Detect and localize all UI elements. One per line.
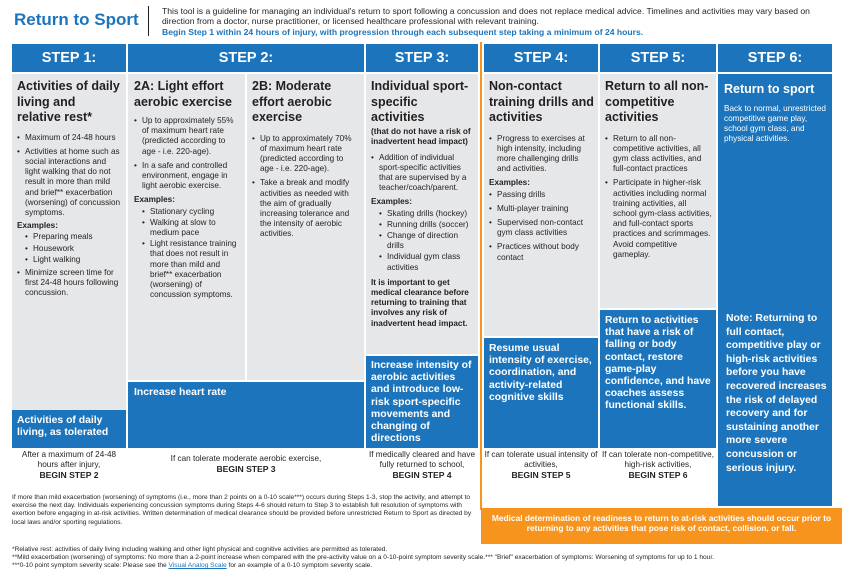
step-1-list xyxy=(17,133,121,219)
footnote-mild-exacerbation: **Mild exacerbation (worsening) of symptoms: No more than a 2-point increase when compared with the pre-activity value on a 0-10-point symptom severity scale.*** "Brief" exacerbation of symptoms: Worsening of symptoms for up to 1 hour. xyxy=(12,554,714,562)
begin-condition: If medically cleared and have fully returned to school, xyxy=(368,450,476,469)
begin-next-step: BEGIN STEP 5 xyxy=(511,470,571,480)
step-5-goal: Return to activities that have a risk of falling or body contact, restore game-play confidence, and have coaches assess functional skills. xyxy=(605,315,711,412)
footnote-severity-scale xyxy=(12,562,837,570)
step-5-goal-box xyxy=(600,310,716,448)
list-item: • Progress to exercises at high intensity, including more challenging drills and activities. xyxy=(489,134,594,175)
step-3-subtitle: (that do not have a risk of inadvertent head impact) xyxy=(371,126,471,146)
list-item: • Change of direction drills xyxy=(371,231,474,251)
page-title: Return to Sport xyxy=(14,10,139,29)
step-3-clearance-note: It is important to get medical clearance before returning to training that involves any risk of inadvertent head impact. xyxy=(371,277,469,328)
list-item: • Stationary cycling xyxy=(134,207,240,217)
step-1-list-2 xyxy=(17,268,121,299)
step-4-begin xyxy=(484,450,598,490)
step-3-goal-box xyxy=(366,356,478,448)
list-item: • Supervised non-contact gym class activities xyxy=(489,218,594,238)
list-item: • Take a break and modify activities as needed with the aim of gradually increasing tolerance and the intensity of aerobic activities. xyxy=(252,178,359,239)
step-4-list xyxy=(489,134,594,175)
step-2a-title: 2A: Light effort aerobic exercise xyxy=(134,79,232,109)
list-item: • Addition of individual sport-specific activities that are supervised by a teacher/coach/parent. xyxy=(371,153,474,194)
list-item: • Maximum of 24-48 hours xyxy=(17,133,121,143)
list-item: • Minimize screen time for first 24-48 hours following concussion. xyxy=(17,268,121,299)
step-4-examples xyxy=(489,190,594,263)
list-item: • Individual gym class activities xyxy=(371,252,474,272)
examples-label: Examples: xyxy=(134,195,175,205)
step-6-note: Note: Returning to full contact, competitive play or high-risk activities before you have recovered increases the risk of delayed recovery and for sustaining another more severe concussion or serious injury. xyxy=(726,313,827,474)
step-6-header: STEP 6: xyxy=(718,44,832,72)
step-6-text: Back to normal, unrestricted competitive game play, school gym class, and physical activities. xyxy=(724,103,826,144)
step-1-header: STEP 1: xyxy=(12,44,126,72)
begin-next-step: BEGIN STEP 2 xyxy=(39,470,99,480)
examples-label: Examples: xyxy=(371,197,412,207)
list-item: • Skating drills (hockey) xyxy=(371,209,474,219)
step-4-goal-box xyxy=(484,338,598,448)
step-1-goal-box xyxy=(12,410,126,448)
step-2b-list xyxy=(252,134,359,240)
step-3-examples xyxy=(371,209,474,273)
step-3-header: STEP 3: xyxy=(366,44,478,72)
step-2b-body xyxy=(247,74,364,380)
step-5-begin xyxy=(600,450,716,490)
step-2b-title: 2B: Moderate effort aerobic exercise xyxy=(252,79,332,124)
step-6-body xyxy=(718,74,832,506)
step-4-header: STEP 4: xyxy=(484,44,598,72)
examples-label: Examples: xyxy=(17,221,58,231)
list-item: • Passing drills xyxy=(489,190,594,200)
step-3-title: Individual sport-specific activities xyxy=(371,79,469,124)
step-1-title: Activities of daily living and relative rest* xyxy=(17,79,120,124)
begin-condition: If can tolerate non-competitive, high-risk activities, xyxy=(602,450,714,469)
begin-condition: After a maximum of 24-48 hours after injury, xyxy=(21,450,117,469)
examples-label: Examples: xyxy=(489,178,530,188)
step-2-goal: Increase heart rate xyxy=(134,387,227,398)
medical-determination-box: Medical determination of readiness to return to at-risk activities should occur prior to returning to any activities that pose risk of contact, collision, or fall. xyxy=(481,508,842,544)
list-item: • Running drills (soccer) xyxy=(371,220,474,230)
medical-clearance-divider xyxy=(480,42,482,510)
list-item: • Practices without body contact xyxy=(489,242,594,262)
step-5-list xyxy=(605,134,712,260)
step-1-body xyxy=(12,74,126,410)
header xyxy=(0,0,842,40)
list-item: • Participate in higher-risk activities including normal training activities, all school gym-class activities, and full-contact sports practices and scrimmages. Avoid competitive gameplay. xyxy=(605,178,712,260)
list-item: • Up to approximately 70% of maximum heart rate (predicted according to age - i.e. 220-age). xyxy=(252,134,359,175)
list-item: • Activities at home such as social interactions and light walking that do not result in more than mild and brief** exacerbation (worsening) of concussion symptoms. xyxy=(17,147,121,218)
header-divider xyxy=(148,6,149,36)
begin-condition: If can tolerate usual intensity of activities, xyxy=(484,450,598,469)
step-3-begin xyxy=(366,450,478,490)
step-4-title: Non-contact training drills and activities xyxy=(489,79,594,124)
list-item: • Light resistance training that does not result in more than mild and brief** exacerbation (worsening) of concussion symptoms. xyxy=(134,239,240,300)
list-item: • Walking at slow to medium pace xyxy=(134,218,240,238)
list-item: • Up to approximately 55% of maximum heart rate (predicted according to age - i.e. 220-age). xyxy=(134,116,240,157)
step-2-header: STEP 2: xyxy=(128,44,364,72)
step-3-body xyxy=(366,74,478,354)
list-item: • Housework xyxy=(17,244,121,254)
begin-next-step: BEGIN STEP 6 xyxy=(628,470,688,480)
step-1-goal: Activities of daily living, as tolerated xyxy=(17,415,109,439)
footnote-text: ***0-10 point symptom severity scale: Please see the xyxy=(12,562,169,570)
step-5-title: Return to all non-competitive activities xyxy=(605,79,709,124)
step-5-header: STEP 5: xyxy=(600,44,716,72)
list-item: • In a safe and controlled environment, engage in light aerobic exercise. xyxy=(134,161,240,192)
begin-next-step: BEGIN STEP 3 xyxy=(216,464,276,474)
step-4-body xyxy=(484,74,598,336)
list-item: • Light walking xyxy=(17,255,121,265)
step-2-begin xyxy=(128,450,364,490)
step-6-title: Return to sport xyxy=(724,82,815,96)
footnote-text: for an example of a 0-10 symptom severity scale. xyxy=(226,562,373,570)
step-2a-examples xyxy=(134,207,240,301)
intro-disclaimer: This tool is a guideline for managing an individual's return to sport following a concussion and does not replace medical advice. Timelines and activities may vary based on direction from a doctor, nurse practitioner, or licensed healthcare professional with relevant training. xyxy=(162,6,810,27)
step-3-list xyxy=(371,153,474,194)
footer-instructions xyxy=(12,494,472,527)
intro-note: Begin Step 1 within 24 hours of injury, with progression through each subsequent step taking a minimum of 24 hours. xyxy=(162,26,644,37)
step-2-goal-box xyxy=(128,382,364,448)
list-item: • Return to all non-competitive activities, all gym class activities, and full-contact practices xyxy=(605,134,712,175)
intro-text xyxy=(162,6,832,37)
footnotes xyxy=(12,546,837,571)
step-4-goal: Resume usual intensity of exercise, coordination, and activity-related cognitive skills xyxy=(489,343,592,403)
step-1-begin xyxy=(12,450,126,490)
begin-next-step: BEGIN STEP 4 xyxy=(392,470,452,480)
visual-analog-scale-link[interactable]: Visual Analog Scale xyxy=(168,562,227,570)
footer-main: If more than mild exacerbation (worsening) of symptoms (i.e., more than 2 points on a 0-10 scale***) occurs during Steps 1-3, stop the activity, and attempt to exercise the next day. Individuals experiencing concussion symptoms during Steps 4-6 should return to Step 3 to establish full resolution of symptoms with exertion before engaging in at-risk activities. Written determination of medical clearance should be provided before unrestricted Return to Sport as directed by local laws and/or sporting regulations. xyxy=(12,494,472,526)
footnote-relative-rest: *Relative rest: activities of daily living including walking and other light physical and cognitive activities are permitted as tolerated. xyxy=(12,546,388,553)
step-3-goal: Increase intensity of aerobic activities and introduce low-risk sport-specific movements and changing of directions xyxy=(371,360,472,445)
step-1-examples xyxy=(17,232,121,265)
list-item: • Preparing meals xyxy=(17,232,121,242)
step-5-body xyxy=(600,74,716,308)
step-2a-body xyxy=(128,74,245,380)
list-item: • Multi-player training xyxy=(489,204,594,214)
begin-condition: If can tolerate moderate aerobic exercise, xyxy=(170,454,322,463)
step-2a-list xyxy=(134,116,240,191)
